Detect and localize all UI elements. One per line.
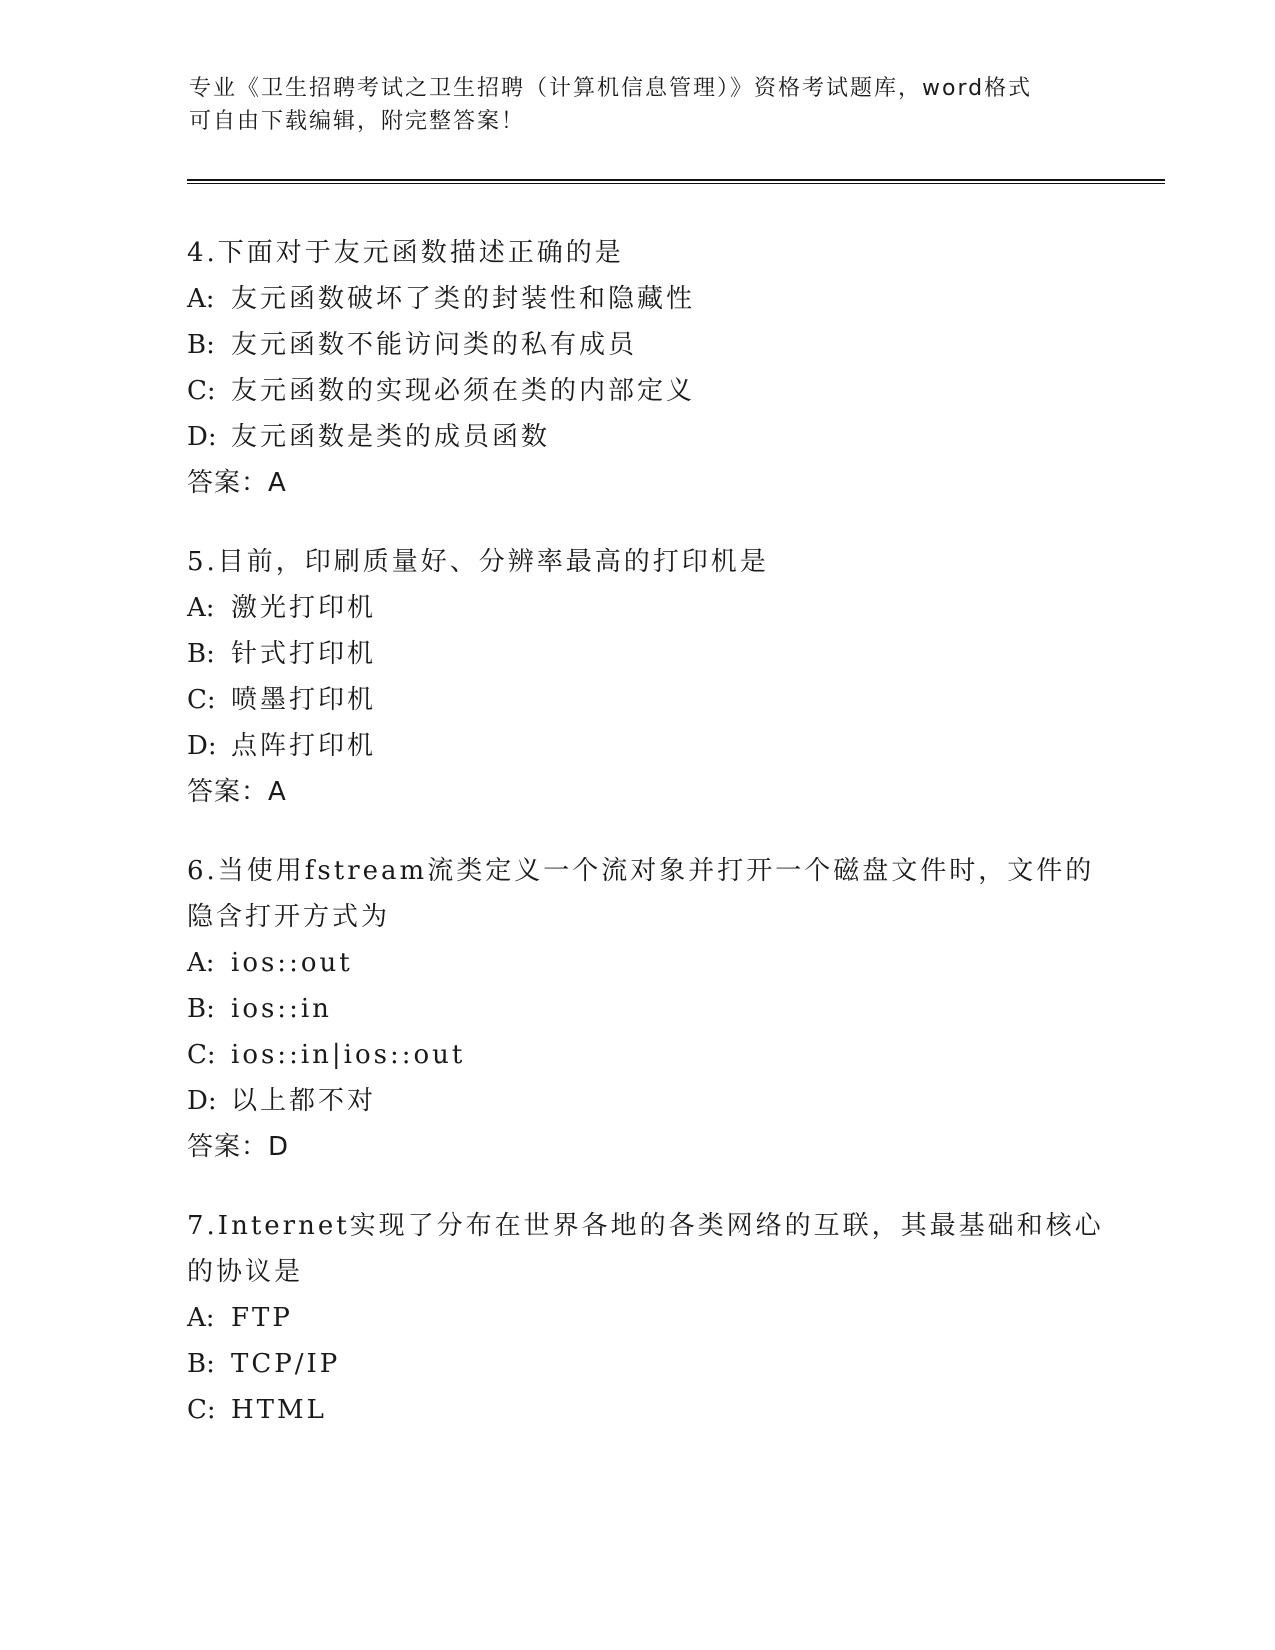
- header-divider: [187, 179, 1165, 184]
- option-text: ios::in: [231, 994, 332, 1024]
- option-a: [187, 276, 1107, 322]
- option-text: ios::out: [231, 948, 353, 978]
- question-6: [187, 848, 1107, 1170]
- answer-line: [187, 1124, 1107, 1170]
- option-c: [187, 1032, 1107, 1078]
- option-label: D:: [187, 1086, 217, 1116]
- option-d: [187, 414, 1107, 460]
- answer-label: 答案：: [187, 777, 269, 807]
- option-c: [187, 1387, 1107, 1433]
- question-list: [187, 230, 1107, 1466]
- option-text: 针式打印机: [231, 639, 377, 669]
- option-c: [187, 677, 1107, 723]
- option-label: B:: [187, 330, 215, 360]
- option-label: A:: [187, 284, 215, 314]
- option-d: [187, 723, 1107, 769]
- header-line-2: 可自由下载编辑，附完整答案！: [189, 109, 526, 134]
- question-text: 5.目前，印刷质量好、分辨率最高的打印机是: [187, 547, 769, 577]
- option-text: 激光打印机: [231, 593, 377, 623]
- answer-line: [187, 769, 1107, 815]
- question-7: [187, 1203, 1107, 1433]
- option-label: A:: [187, 1303, 215, 1333]
- option-text: FTP: [231, 1303, 293, 1333]
- option-text: 友元函数是类的成员函数: [231, 422, 551, 452]
- question-text: 7.Internet实现了分布在世界各地的各类网络的互联，其最基础和核心的协议是: [187, 1211, 1104, 1287]
- option-a: [187, 1295, 1107, 1341]
- option-text: TCP/IP: [231, 1349, 341, 1379]
- option-b: [187, 322, 1107, 368]
- option-label: B:: [187, 1349, 215, 1379]
- option-text: 点阵打印机: [231, 731, 377, 761]
- question-text: 4.下面对于友元函数描述正确的是: [187, 238, 624, 268]
- option-label: B:: [187, 994, 215, 1024]
- question-text: 6.当使用fstream流类定义一个流对象并打开一个磁盘文件时，文件的隐含打开方式为: [187, 856, 1095, 932]
- option-label: D:: [187, 731, 217, 761]
- option-text: 友元函数不能访问类的私有成员: [231, 330, 638, 360]
- answer-label: 答案：: [187, 1132, 269, 1162]
- option-b: [187, 986, 1107, 1032]
- question-4: [187, 230, 1107, 506]
- option-label: C:: [187, 376, 216, 406]
- document-header: [189, 72, 1089, 138]
- option-label: C:: [187, 685, 216, 715]
- option-text: ios::in|ios::out: [231, 1040, 466, 1070]
- answer-line: [187, 460, 1107, 506]
- option-text: 喷墨打印机: [231, 685, 377, 715]
- option-a: [187, 940, 1107, 986]
- option-text: 以上都不对: [231, 1086, 377, 1116]
- answer-value: D: [268, 1132, 290, 1162]
- question-5: [187, 539, 1107, 815]
- option-label: B:: [187, 639, 215, 669]
- option-a: [187, 585, 1107, 631]
- option-text: 友元函数的实现必须在类的内部定义: [231, 376, 696, 406]
- option-b: [187, 1341, 1107, 1387]
- option-label: C:: [187, 1395, 216, 1425]
- answer-label: 答案：: [187, 468, 269, 498]
- option-c: [187, 368, 1107, 414]
- option-label: A:: [187, 948, 215, 978]
- header-line-1: 专业《卫生招聘考试之卫生招聘（计算机信息管理）》资格考试题库，word格式: [189, 76, 1033, 101]
- answer-value: A: [268, 777, 287, 807]
- option-label: C:: [187, 1040, 216, 1070]
- option-text: HTML: [231, 1395, 327, 1425]
- option-label: A:: [187, 593, 215, 623]
- answer-value: A: [268, 468, 287, 498]
- option-label: D:: [187, 422, 217, 452]
- option-d: [187, 1078, 1107, 1124]
- option-text: 友元函数破坏了类的封装性和隐藏性: [231, 284, 696, 314]
- option-b: [187, 631, 1107, 677]
